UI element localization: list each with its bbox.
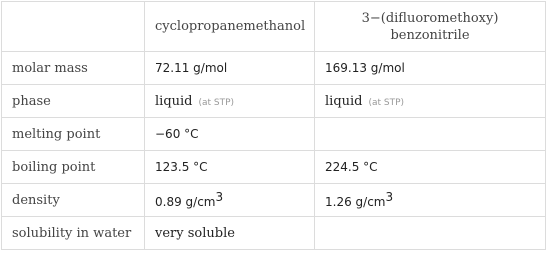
value-text: 1.26 g/cm (325, 195, 386, 209)
header-row (2, 2, 546, 52)
cell-value (315, 52, 546, 85)
column-header-cyclopropanemethanol (145, 2, 315, 52)
value-text: 72.11 g/mol (155, 60, 228, 75)
table-row-density (2, 184, 546, 217)
cell-value-empty (315, 217, 546, 250)
value-text: 0.89 g/cm (155, 195, 216, 209)
cell-value (145, 217, 315, 250)
cell-value (145, 184, 315, 217)
condition-note: (at STP) (198, 97, 235, 108)
value-text: 169.13 g/mol (325, 60, 405, 75)
value-text: −60 °C (155, 126, 199, 141)
row-header: melting point (2, 118, 145, 151)
column-header-text: cyclopropanemethanol (155, 19, 306, 34)
properties-table (1, 1, 546, 250)
row-header: molar mass (2, 52, 145, 85)
condition-note: (at STP) (368, 97, 405, 108)
cell-value (145, 151, 315, 184)
column-header-difluoromethoxy-benzonitrile (315, 2, 546, 52)
cell-value (145, 85, 315, 118)
cell-value (315, 85, 546, 118)
unit-exponent: 3 (215, 190, 224, 204)
row-header: solubility in water (2, 217, 145, 250)
column-header-text-line2: benzonitrile (390, 27, 470, 43)
table-row-melting-point (2, 118, 546, 151)
cell-value (145, 52, 315, 85)
cell-value (315, 151, 546, 184)
row-header: boiling point (2, 151, 145, 184)
table-row-molar-mass (2, 52, 546, 85)
corner-cell (2, 2, 145, 52)
table-row-solubility (2, 217, 546, 250)
table-row-boiling-point (2, 151, 546, 184)
unit-exponent: 3 (385, 190, 394, 204)
value-text: very soluble (155, 225, 235, 241)
cell-value (145, 118, 315, 151)
row-header: density (2, 184, 145, 217)
value-text: liquid (325, 93, 363, 109)
value-text: 224.5 °C (325, 159, 378, 174)
cell-value-empty (315, 118, 546, 151)
value-text: liquid (155, 93, 193, 109)
column-header-text-line1: 3−(difluoromethoxy) (361, 10, 499, 26)
cell-value (315, 184, 546, 217)
value-text: 123.5 °C (155, 159, 208, 174)
table-row-phase (2, 85, 546, 118)
row-header: phase (2, 85, 145, 118)
